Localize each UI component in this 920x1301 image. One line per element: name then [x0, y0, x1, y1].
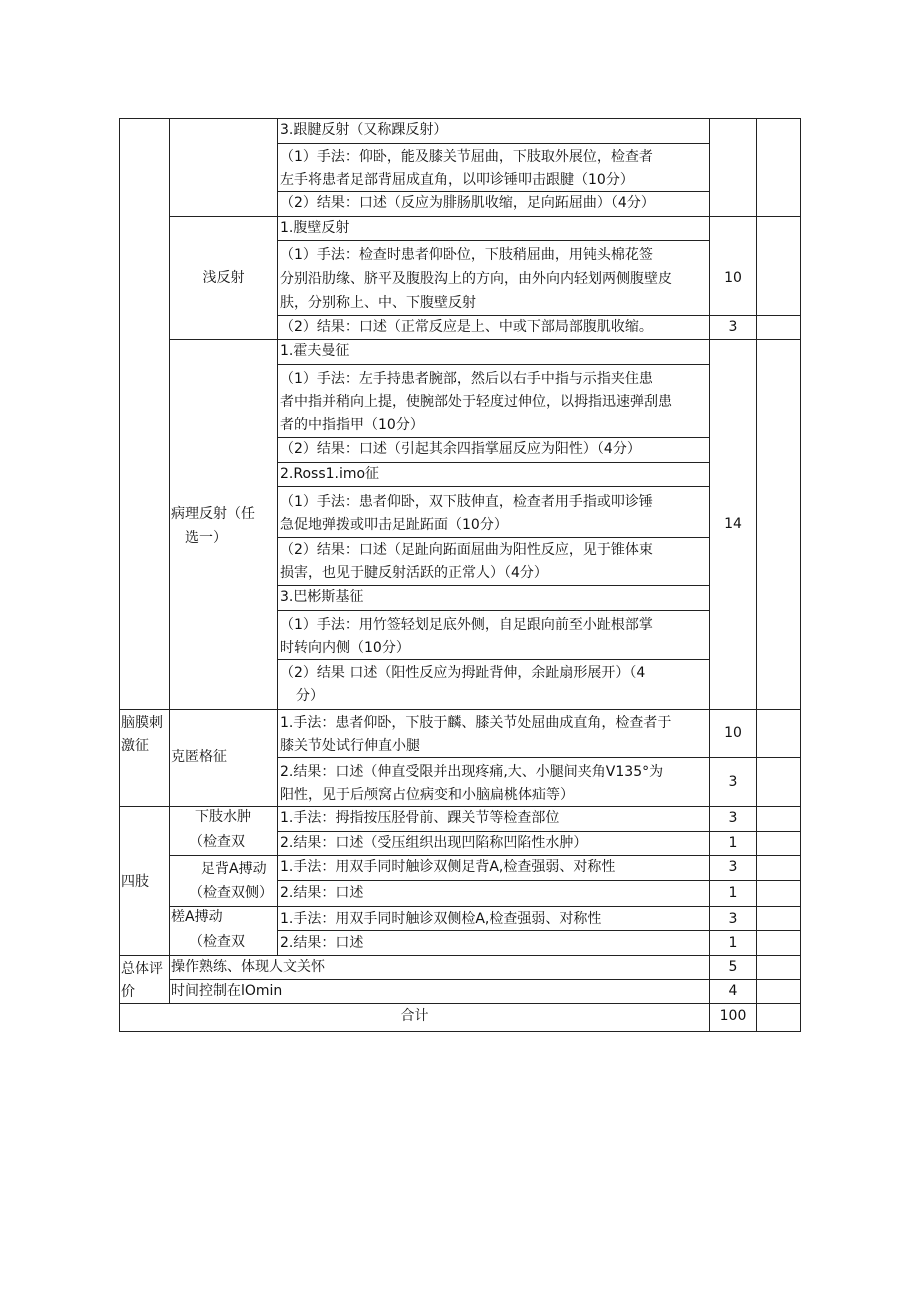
- radial-pulse-result: 2.结果：口述: [280, 935, 364, 951]
- total-label: 合计: [400, 1008, 429, 1024]
- limbs-section: 四肢: [121, 874, 149, 890]
- abdominal-result: （2）结果：口述（正常反应是上、中或下部局部腹肌收缩。: [280, 319, 653, 335]
- dorsalis-pedis-result: 2.结果：口述: [280, 885, 364, 901]
- abdominal-result-score: 3: [728, 319, 738, 335]
- rossolimo-method-line1: （1）手法：患者仰卧，双下肢伸直，检查者用手指或叩诊锤: [280, 494, 653, 510]
- overall-section-line2: 价: [121, 984, 135, 1000]
- hoffmann-result: （2）结果：口述（引起其余四指掌屈反应为阳性）（4分）: [280, 441, 641, 457]
- overall-time: 时间控制在lOmin: [171, 983, 283, 999]
- achilles-method-line1: （1）手法：仰卧，能及膝关节屈曲，下肢取外展位，检查者: [280, 149, 653, 165]
- abdominal-method-score: 10: [724, 270, 742, 286]
- babinski-result-line1: （2）结果 口述（阳性反应为拇趾背伸，余趾扇形展开）（4: [280, 665, 646, 681]
- radial-pulse-result-score: 1: [728, 935, 738, 951]
- meningeal-section-line2: 激征: [121, 738, 149, 754]
- hoffmann-method-line3: 者的中指指甲（10分）: [280, 417, 424, 433]
- dorsalis-pedis-category-line2: （检查双侧）: [189, 885, 273, 901]
- edema-method-score: 3: [728, 810, 738, 826]
- hoffmann-title: 1.霍夫曼征: [280, 343, 350, 359]
- overall-skill: 操作熟练、体现人文关怀: [171, 959, 325, 975]
- overall-skill-score: 5: [728, 959, 738, 975]
- kernig-result-line2: 阳性，见于后颅窝占位病变和小脑扁桃体疝等）: [280, 787, 574, 803]
- achilles-result: （2）结果：口述（反应为腓肠肌收缩，足向跖屈曲）（4分）: [280, 195, 655, 211]
- rossolimo-result-line2: 损害，也见于腱反射活跃的正常人）（4分）: [280, 565, 548, 581]
- kernig-result-score: 3: [728, 774, 738, 790]
- abdominal-method-line3: 肤，分别称上、中、下腹壁反射: [280, 295, 476, 311]
- dorsalis-pedis-result-score: 1: [728, 885, 738, 901]
- achilles-title: 3.跟腱反射（又称踝反射）: [280, 122, 448, 138]
- superficial-reflex-category: 浅反射: [202, 270, 245, 286]
- kernig-result-line1: 2.结果：口述（伸直受限并出现疼痛,大、小腿间夹角V135°为: [280, 764, 664, 780]
- edema-result-score: 1: [728, 835, 738, 851]
- babinski-method-line2: 时转向内侧（10分）: [280, 640, 410, 656]
- overall-section-line1: 总体评: [121, 961, 163, 977]
- rossolimo-method-line2: 急促地弹拨或叩击足趾跖面（10分）: [280, 517, 508, 533]
- meningeal-section-line1: 脑膜刺: [121, 715, 163, 731]
- hoffmann-method-line1: （1）手法：左手持患者腕部，然后以右手中指与示指夹住患: [280, 371, 653, 387]
- dorsalis-pedis-method: 1.手法：用双手同时触诊双侧足背A,检查强弱、对称性: [280, 859, 616, 875]
- kernig-method-score: 10: [724, 725, 742, 741]
- abdominal-method-line1: （1）手法：检查时患者仰卧位，下肢稍屈曲，用钝头棉花签: [280, 247, 653, 263]
- pathological-category-line2: 选一）: [185, 530, 227, 546]
- abdominal-method-line2: 分别沿肋缘、脐平及腹股沟上的方向，由外向内轻划两侧腹壁皮: [280, 271, 672, 287]
- achilles-method-line2: 左手将患者足部背屈成直角，以叩诊锤叩击跟腱（10分）: [280, 172, 634, 188]
- babinski-result-line2: 分）: [296, 688, 324, 704]
- radial-pulse-method-score: 3: [728, 911, 738, 927]
- hoffmann-method-line2: 者中指并稍向上提，使腕部处于轻度过伸位，以拇指迅速弹刮患: [280, 394, 672, 410]
- dorsalis-pedis-method-score: 3: [728, 859, 738, 875]
- babinski-method-line1: （1）手法：用竹签轻划足底外侧，自足跟向前至小趾根部掌: [280, 617, 653, 633]
- radial-pulse-category-line1: 槎A搏动: [171, 909, 223, 925]
- babinski-title: 3.巴彬斯基征: [280, 589, 364, 605]
- kernig-method-line2: 膝关节处试行伸直小腿: [280, 738, 420, 754]
- edema-method: 1.手法：拇指按压胫骨前、踝关节等检查部位: [280, 810, 560, 826]
- pathological-score: 14: [724, 516, 742, 532]
- total-score: 100: [719, 1008, 747, 1024]
- pathological-category-line1: 病理反射（任: [171, 506, 255, 522]
- dorsalis-pedis-category-line1: 足背A搏动: [201, 861, 267, 877]
- rossolimo-title: 2.Ross1.imo征: [280, 466, 380, 482]
- radial-pulse-category-line2: （检查双: [189, 934, 245, 950]
- abdominal-reflex-title: 1.腹壁反射: [280, 220, 350, 236]
- kernig-method-line1: 1.手法：患者仰卧，下肢于麟、膝关节处屈曲成直角，检查者于: [280, 715, 672, 731]
- edema-category-line2: （检查双: [189, 834, 245, 850]
- radial-pulse-method: 1.手法：用双手同时触诊双侧检A,检查强弱、对称性: [280, 911, 602, 927]
- rossolimo-result-line1: （2）结果：口述（足趾向跖面屈曲为阳性反应，见于锥体束: [280, 542, 653, 558]
- edema-result: 2.结果：口述（受压组织出现凹陷称凹陷性水肿）: [280, 835, 588, 851]
- kernig-sign-category: 克匿格征: [171, 749, 227, 765]
- edema-category-line1: 下肢水肿: [195, 809, 251, 825]
- overall-time-score: 4: [728, 983, 738, 999]
